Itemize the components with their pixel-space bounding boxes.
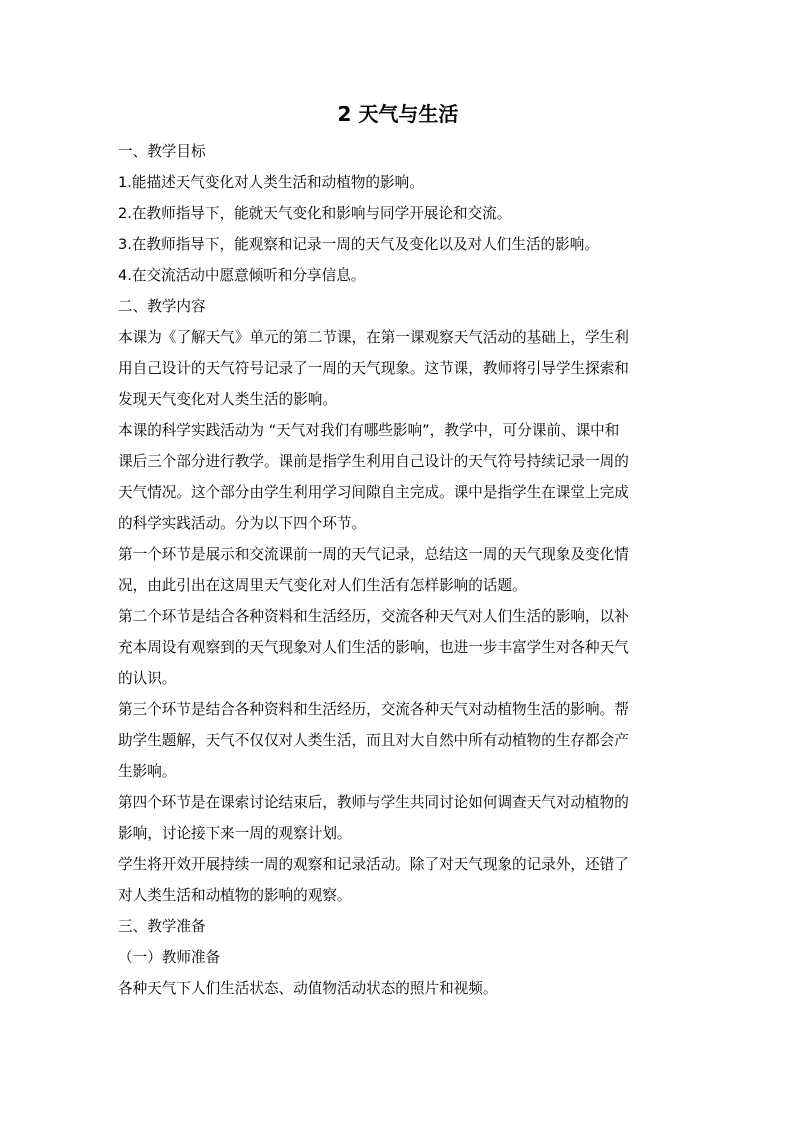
goal-item: 1.能描述天气变化对人类生活和动植物的影响。 — [118, 174, 424, 191]
content-line: 助学生题解，天气不仅仅对人类生活，而且对大自然中所有动植物的生存都会产 — [118, 732, 629, 749]
section-heading-content: 二、教学内容 — [118, 298, 206, 315]
content-line: 的科学实践活动。分为以下四个环节。 — [118, 515, 367, 532]
content-line: 第四个环节是在课索讨论结束后，教师与学生共同讨论如何调查天气对动植物的 — [118, 794, 629, 811]
goal-item: 3.在教师指导下，能观察和记录一周的天气及变化以及对人们生活的影响。 — [118, 236, 599, 253]
content-line: 发现天气变化对人类生活的影响。 — [118, 391, 337, 408]
content-line: 本课为《了解天气》单元的第二节课，在第一课观察天气活动的基础上，学生利 — [118, 329, 629, 346]
content-line: 的认识。 — [118, 670, 177, 687]
content-line: 影响，讨论接下来一周的观察计划。 — [118, 825, 352, 842]
content-line: 第二个环节是结合各种资料和生活经历，交流各种天气对人们生活的影响，以补 — [118, 608, 629, 625]
section-heading-prep: 三、教学准备 — [118, 918, 206, 935]
goal-item: 4.在交流活动中愿意倾听和分享信息。 — [118, 267, 366, 284]
content-line: 天气情况。这个部分由学生利用学习间隙自主完成。课中是指学生在课堂上完成 — [118, 484, 629, 501]
goal-item: 2.在教师指导下，能就天气变化和影响与同学开展论和交流。 — [118, 205, 512, 222]
content-line: 第三个环节是结合各种资料和生活经历，交流各种天气对动植物生活的影响。帮 — [118, 701, 629, 718]
teacher-prep-text: 各种天气下人们生活状态、动值物活动状态的照片和视频。 — [118, 980, 498, 997]
subsection-heading-teacher-prep: （一）教师准备 — [118, 949, 221, 966]
document-page — [118, 100, 678, 1004]
content-line: 学生将开效开展持续一周的观察和记录活动。除了对天气现象的记录外，还错了 — [118, 856, 629, 873]
content-line: 用自己设计的天气符号记录了一周的天气现象。这节课，教师将引导学生探索和 — [118, 360, 629, 377]
content-line: 充本周设有观察到的天气现象对人们生活的影响，也进一步丰富学生对各种天气 — [118, 639, 629, 656]
content-line: 第一个环节是展示和交流课前一周的天气记录，总结这一周的天气现象及变化情 — [118, 546, 629, 563]
content-line: 况，由此引出在这周里天气变化对人们生活有怎样影响的话题。 — [118, 577, 527, 594]
content-line: 课后三个部分进行教学。课前是指学生利用自己设计的天气符号持续记录一周的 — [118, 453, 629, 470]
section-heading-goals: 一、教学目标 — [118, 143, 206, 160]
content-line: 对人类生活和动植物的影响的观察。 — [118, 887, 352, 904]
content-line: 本课的科学实践活动为 “天气对我们有哪些影响”，教学中，可分课前、课中和 — [118, 422, 620, 439]
content-line: 生影响。 — [118, 763, 177, 780]
document-title: 2 天气与生活 — [337, 102, 459, 126]
